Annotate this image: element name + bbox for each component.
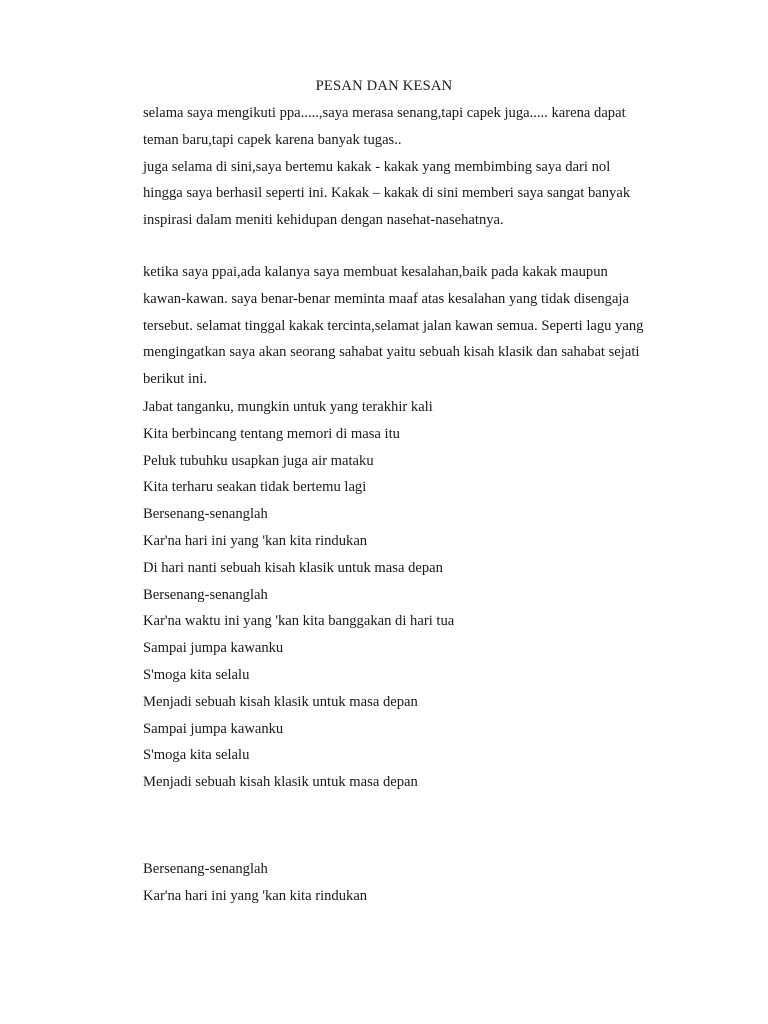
text-line: berikut ini. [143,371,208,388]
text-line: inspirasi dalam meniti kehidupan dengan nasehat-nasehatnya. [143,212,504,229]
lyric-line: Kita berbincang tentang memori di masa itu [143,425,400,442]
paragraph-second [143,259,643,393]
song-lyrics [143,394,643,796]
lyric-line: Peluk tubuhku usapkan juga air mataku [143,452,374,469]
lyric-line: Bersenang-senanglah [143,861,268,877]
lyric-line: Di hari nanti sebuah kisah klasik untuk masa depan [143,559,443,576]
text-line: kawan-kawan. saya benar-benar meminta maaf atas kesalahan yang tidak disengaja [143,290,629,307]
text-line: ketika saya ppai,ada kalanya saya membuat kesalahan,baik pada kakak maupun [143,264,608,280]
lyric-line: Kar'na hari ini yang 'kan kita rindukan [143,532,368,549]
lyric-line: Jabat tanganku, mungkin untuk yang terakhir kali [143,399,433,415]
text-line: teman baru,tapi capek karena banyak tugas.. [143,131,402,148]
lyric-line: S'moga kita selalu [143,666,250,683]
text-line: tersebut. selamat tinggal kakak tercinta,selamat jalan kawan semua. Seperti lagu yang [143,317,644,334]
lyric-line: Kita terharu seakan tidak bertemu lagi [143,479,367,496]
lyric-line: S'moga kita selalu [143,747,250,764]
lyric-line: Menjadi sebuah kisah klasik untuk masa depan [143,693,418,710]
text-line: mengingatkan saya akan seorang sahabat yaitu sebuah kisah klasik dan sahabat sejati [143,344,640,361]
text-line: hingga saya berhasil seperti ini. Kakak – kakak di sini memberi saya sangat banyak [143,185,631,202]
text-line: juga selama di sini,saya bertemu kakak - kakak yang membimbing saya dari nol [143,158,611,175]
lyric-line: Menjadi sebuah kisah klasik untuk masa depan [143,774,418,791]
text-line: selama saya mengikuti ppa.....,saya merasa senang,tapi capek juga..... karena dapat [143,105,626,121]
lyric-line: Bersenang-senanglah [143,506,268,523]
lyric-line: Sampai jumpa kawanku [143,640,284,657]
document-title: PESAN DAN KESAN [315,78,453,94]
lyric-line: Bersenang-senanglah [143,586,268,603]
lyric-line: Kar'na waktu ini yang 'kan kita banggakan di hari tua [143,613,455,630]
lyric-line: Kar'na hari ini yang 'kan kita rindukan [143,887,368,904]
song-lyrics-continued [143,856,643,910]
paragraph-first [143,100,643,234]
lyric-line: Sampai jumpa kawanku [143,720,284,737]
